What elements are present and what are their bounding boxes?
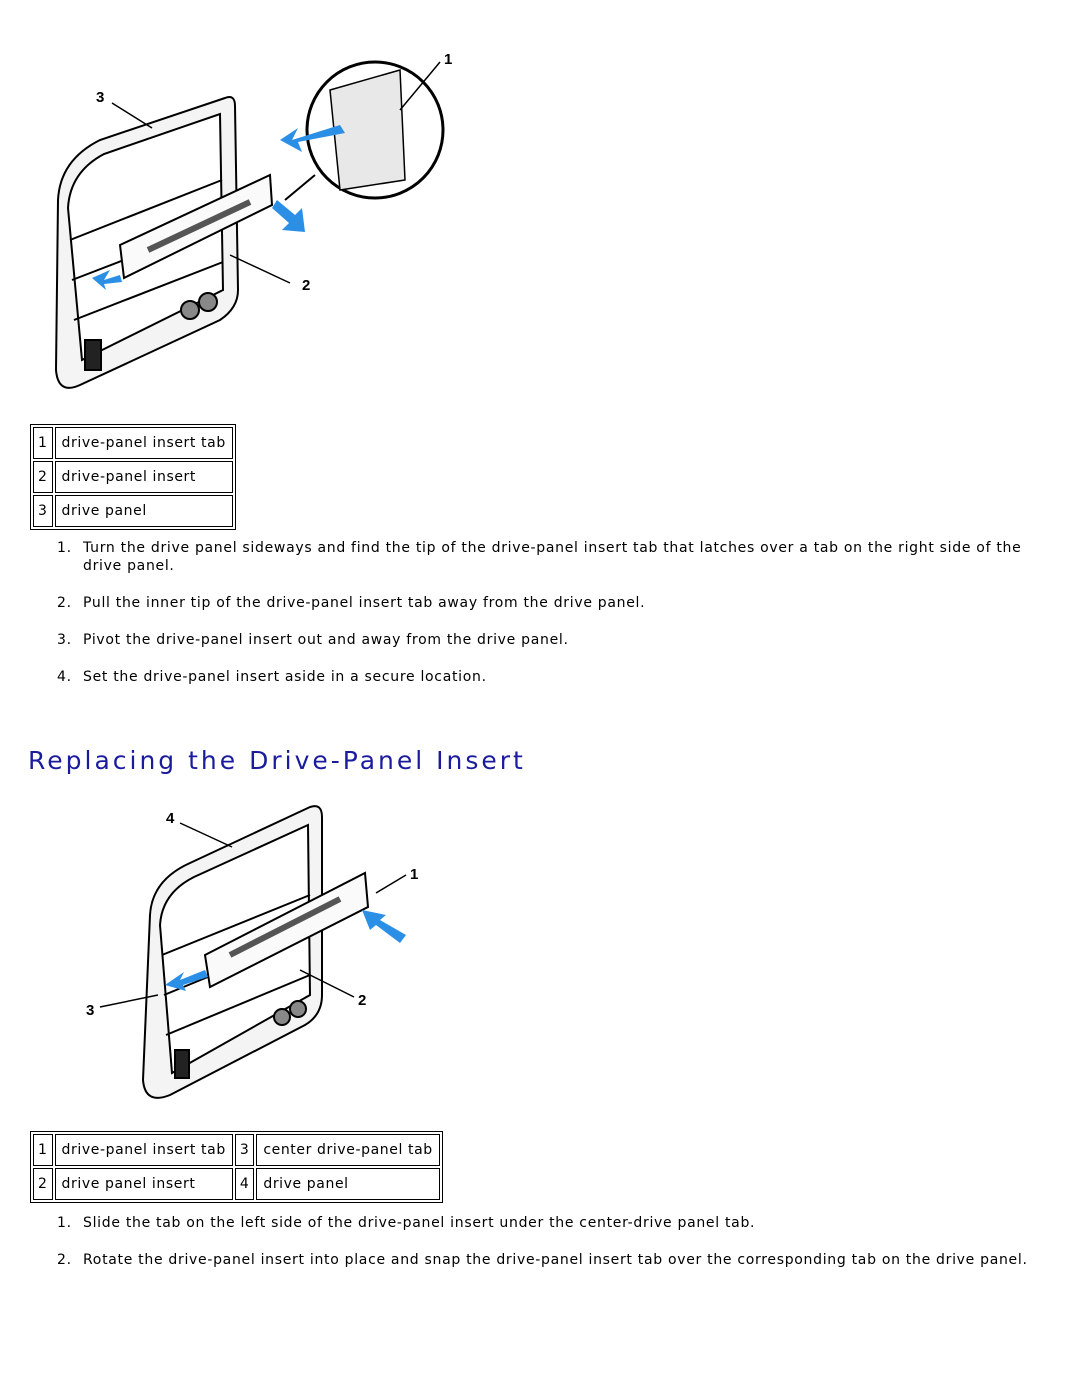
legend-number: 3	[235, 1134, 255, 1166]
legend-label: drive panel insert	[55, 1168, 233, 1200]
list-item: 2. Pull the inner tip of the drive-panel insert tab away from the drive panel.	[57, 595, 646, 611]
drive-panel-replacement-illustration	[70, 795, 440, 1105]
drive-panel-removal-illustration	[40, 40, 470, 400]
callout-3: 3	[86, 1002, 95, 1019]
replace-steps	[34, 1214, 1034, 1288]
list-item: 1. Turn the drive panel sideways and find the tip of the drive-panel insert tab that latches over a tab on the right side of the drive panel.	[57, 540, 1022, 574]
list-item: 3. Pivot the drive-panel insert out and away from the drive panel.	[57, 632, 569, 648]
figure2-legend	[30, 1131, 443, 1203]
callout-1: 1	[444, 51, 453, 68]
legend-number: 2	[33, 1168, 53, 1200]
callout-3: 3	[96, 89, 105, 106]
legend-row	[33, 1168, 440, 1200]
legend-row	[33, 495, 233, 527]
legend-label: drive-panel insert tab	[55, 427, 233, 459]
legend-number: 4	[235, 1168, 255, 1200]
legend-label: drive panel	[256, 1168, 439, 1200]
callout-4: 4	[166, 810, 175, 827]
list-item: 1. Slide the tab on the left side of the drive-panel insert under the center-drive panel tab.	[57, 1215, 756, 1231]
detail-magnifier	[285, 62, 443, 200]
legend-number: 1	[33, 1134, 53, 1166]
legend-label: drive-panel insert tab	[55, 1134, 233, 1166]
figure1-legend	[30, 424, 236, 530]
callout-2: 2	[302, 277, 311, 294]
legend-label: drive-panel insert	[55, 461, 233, 493]
legend-number: 3	[33, 495, 53, 527]
legend-row	[33, 427, 233, 459]
list-item: 4. Set the drive-panel insert aside in a secure location.	[57, 669, 487, 685]
legend-label: drive panel	[55, 495, 233, 527]
legend-number: 2	[33, 461, 53, 493]
list-item: 2. Rotate the drive-panel insert into place and snap the drive-panel insert tab over the corresponding tab on the drive panel.	[57, 1252, 1028, 1268]
legend-row	[33, 461, 233, 493]
callout-2: 2	[358, 992, 367, 1009]
removal-steps	[34, 539, 1044, 705]
legend-number: 1	[33, 427, 53, 459]
callout-1: 1	[410, 866, 419, 883]
legend-row	[33, 1134, 440, 1166]
section-title: Replacing the Drive-Panel Insert	[28, 746, 526, 775]
legend-label: center drive-panel tab	[256, 1134, 439, 1166]
